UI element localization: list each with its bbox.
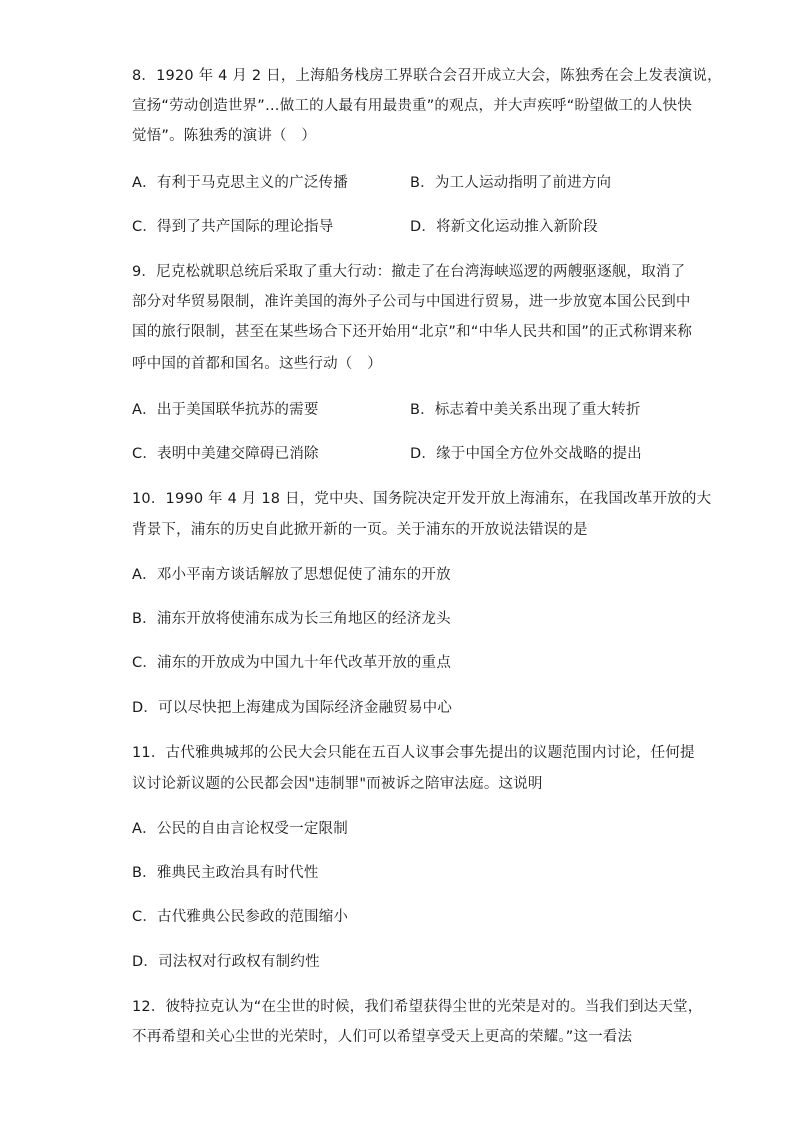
q11-stem-line-1: 11．古代雅典城邦的公民大会只能在五百人议事会事先提出的议题范围内讨论，任何提 bbox=[132, 745, 695, 761]
q10-stem-line-2: 背景下，浦东的历史自此掀开新的一页。关于浦东的开放说法错误的是 bbox=[132, 522, 588, 538]
q10-option-a[interactable]: A．邓小平南方谈话解放了思想促使了浦东的开放 bbox=[132, 567, 451, 583]
q12-stem-line-1: 12．彼特拉克认为“在尘世的时候，我们希望获得尘世的光荣是对的。当我们到达天堂， bbox=[132, 999, 703, 1015]
q11-stem-line-2: 议讨论新议题的公民都会因"违制罪"而被诉之陪审法庭。这说明 bbox=[132, 776, 543, 792]
q9-stem-line-3: 国的旅行限制，甚至在某些场合下还开始用“北京”和“中华人民共和国”的正式称谓来称 bbox=[132, 324, 693, 340]
q9-option-c[interactable]: C．表明中美建交障碍已消除 bbox=[132, 446, 319, 462]
q9-stem-line-2: 部分对华贸易限制，准许美国的海外子公司与中国进行贸易，进一步放宽本国公民到中 bbox=[132, 294, 691, 310]
q10-option-b[interactable]: B．浦东开放将使浦东成为长三角地区的经济龙头 bbox=[132, 611, 451, 627]
q9-stem-line-1: 9．尼克松就职总统后采取了重大行动：撤走了在台湾海峡巡逻的两艘驱逐舰，取消了 bbox=[132, 264, 686, 280]
q11-option-b[interactable]: B．雅典民主政治具有时代性 bbox=[132, 865, 319, 881]
q9-option-b[interactable]: B．标志着中美关系出现了重大转折 bbox=[410, 402, 641, 418]
q8-stem-line-3: 觉悟”。陈独秀的演讲（ ） bbox=[132, 128, 317, 144]
q10-option-d[interactable]: D．可以尽快把上海建成为国际经济金融贸易中心 bbox=[132, 700, 453, 716]
q11-option-a[interactable]: A．公民的自由言论权受一定限制 bbox=[132, 821, 348, 837]
q9-option-d[interactable]: D．缘于中国全方位外交战略的提出 bbox=[410, 446, 642, 462]
q10-option-c[interactable]: C．浦东的开放成为中国九十年代改革开放的重点 bbox=[132, 655, 452, 671]
q12-stem-line-2: 不再希望和关心尘世的光荣时，人们可以希望享受天上更高的荣耀。”这一看法 bbox=[132, 1029, 633, 1045]
q8-option-a[interactable]: A．有利于马克思主义的广泛传播 bbox=[132, 175, 348, 191]
q11-option-d[interactable]: D．司法权对行政权有制约性 bbox=[132, 954, 320, 970]
q8-stem-line-1: 8．1920 年 4 月 2 日，上海船务栈房工界联合会召开成立大会，陈独秀在会上发表演说， bbox=[132, 68, 722, 84]
q10-stem-line-1: 10．1990 年 4 月 18 日，党中央、国务院决定开发开放上海浦东，在我国改革开放的大 bbox=[132, 491, 712, 507]
q8-stem-line-2: 宣扬“劳动创造世界”…做工的人最有用最贵重”的观点，并大声疾呼“盼望做工的人快快 bbox=[132, 98, 693, 114]
q8-option-b[interactable]: B．为工人运动指明了前进方向 bbox=[410, 175, 612, 191]
q9-option-a[interactable]: A．出于美国联华抗苏的需要 bbox=[132, 402, 319, 418]
q8-option-d[interactable]: D．将新文化运动推入新阶段 bbox=[410, 219, 598, 235]
q8-option-c[interactable]: C．得到了共产国际的理论指导 bbox=[132, 219, 334, 235]
q9-stem-line-4: 呼中国的首都和国名。这些行动（ ） bbox=[132, 356, 382, 372]
q11-option-c[interactable]: C．古代雅典公民参政的范围缩小 bbox=[132, 909, 349, 925]
